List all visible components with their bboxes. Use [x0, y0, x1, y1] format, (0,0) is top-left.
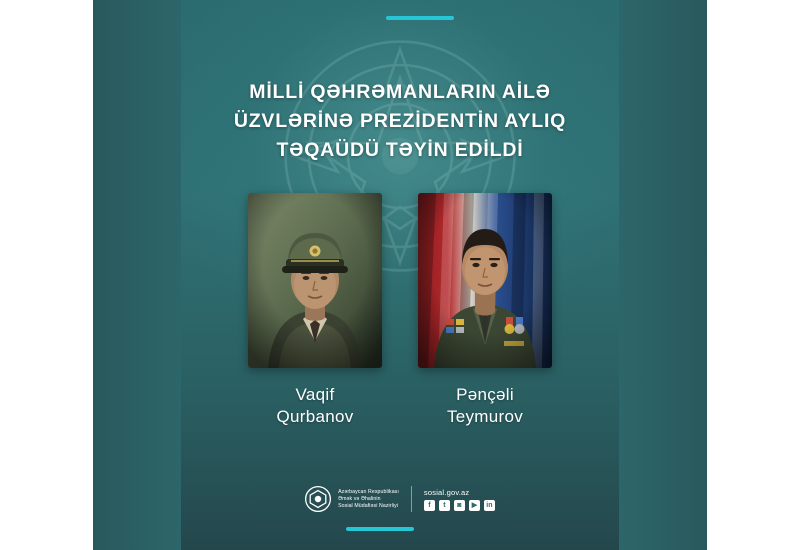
- twitter-icon[interactable]: t: [439, 500, 450, 511]
- instagram-icon[interactable]: ◙: [454, 500, 465, 511]
- bottom-accent-dash: [346, 527, 414, 531]
- right-edge-band: [619, 0, 707, 550]
- portrait-card: [248, 193, 382, 428]
- person-name: [276, 384, 353, 428]
- title-line-2: ÜZVLƏRİNƏ PREZİDENTİN AYLIQ: [233, 110, 567, 132]
- social-links: [424, 500, 495, 511]
- ministry-line-3: Sosial Müdafiəsi Nazirliyi: [338, 502, 399, 509]
- ministry-line-1: Azərbaycan Respublikası: [338, 488, 399, 495]
- youtube-icon[interactable]: ▶: [469, 500, 480, 511]
- poster: [93, 0, 707, 550]
- ministry-block: [305, 486, 412, 512]
- person-first-name: Pənçəli: [456, 385, 514, 404]
- poster-inner-panel: [181, 0, 619, 550]
- footer: [181, 486, 619, 512]
- top-accent-dash: [386, 16, 454, 20]
- title-line-1: MİLLİ QƏHRƏMANLARIN AİLƏ: [249, 81, 551, 103]
- person-last-name: Teymurov: [446, 407, 524, 426]
- facebook-icon[interactable]: f: [424, 500, 435, 511]
- title-line-3: TƏQAÜDÜ TƏYİN EDİLDİ: [276, 139, 524, 161]
- website-link[interactable]: sosial.gov.az: [423, 487, 470, 497]
- left-edge-band: [93, 0, 181, 550]
- portrait-photo-vaqif-qurbanov: [248, 193, 382, 368]
- ministry-line-2: Əmək və Əhalinin: [338, 495, 381, 502]
- person-first-name: Vaqif: [295, 385, 335, 404]
- person-name: [447, 384, 523, 428]
- portrait-photo-pencheli-teymurov: [418, 193, 552, 368]
- ministry-logo-icon: [305, 486, 331, 512]
- web-block: [412, 488, 495, 511]
- portrait-card: [418, 193, 552, 428]
- linkedin-icon[interactable]: in: [484, 500, 495, 511]
- portraits-row: [181, 193, 619, 428]
- ministry-name: [338, 489, 399, 510]
- person-last-name: Qurbanov: [276, 407, 354, 426]
- page-title: [181, 78, 619, 165]
